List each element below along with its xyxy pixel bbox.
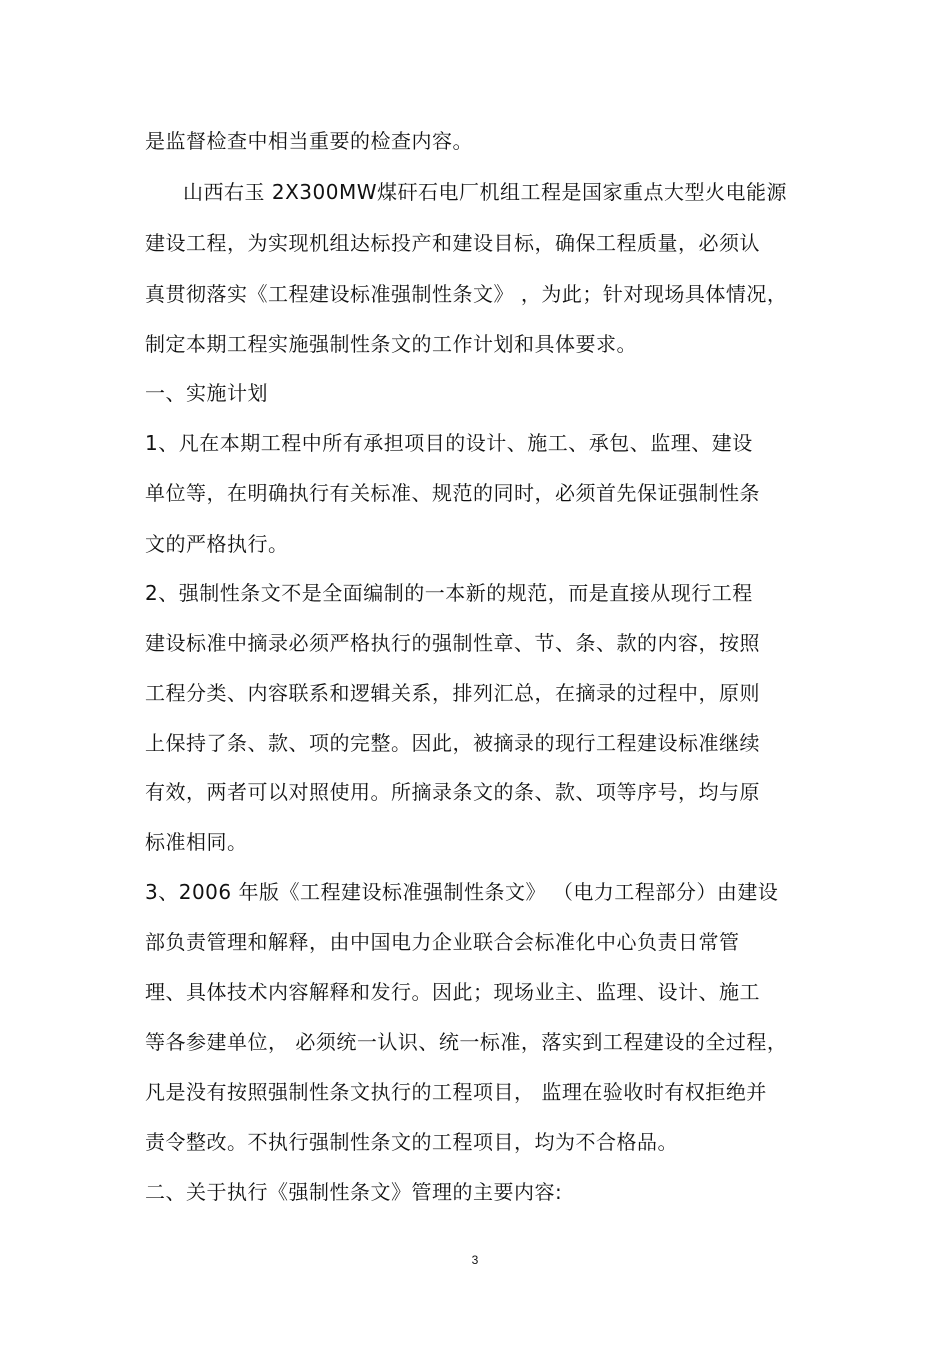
- text-line: 2、强制性条文不是全面编制的一本新的规范，而是直接从现行工程: [145, 581, 753, 605]
- text-line: 真贯彻落实《工程建设标准强制性条文》 ，为此；针对现场具体情况，: [145, 282, 788, 306]
- text-line: 工程分类、内容联系和逻辑关系，排列汇总，在摘录的过程中，原则: [145, 681, 760, 705]
- text-line: 有效，两者可以对照使用。所摘录条文的条、款、项等序号，均与原: [145, 780, 760, 804]
- text-line: 部负责管理和解释，由中国电力企业联合会标准化中心负责日常管: [145, 930, 740, 954]
- text-line: 等各参建单位， 必须统一认识、统一标准，落实到工程建设的全过程，: [145, 1030, 788, 1054]
- text-line: 制定本期工程实施强制性条文的工作计划和具体要求。: [145, 332, 637, 356]
- text-line: 是监督检查中相当重要的检查内容。: [145, 129, 473, 153]
- text-line: 山西右玉 2X300MW煤矸石电厂机组工程是国家重点大型火电能源: [183, 180, 787, 204]
- text-line: 理、具体技术内容解释和发行。因此；现场业主、监理、设计、施工: [145, 980, 760, 1004]
- text-line: 凡是没有按照强制性条文执行的工程项目， 监理在验收时有权拒绝并: [145, 1080, 767, 1104]
- text-line: 1、凡在本期工程中所有承担项目的设计、施工、承包、监理、建设: [145, 431, 753, 455]
- text-line: 建设标准中摘录必须严格执行的强制性章、节、条、款的内容，按照: [145, 631, 760, 655]
- page-number: 3: [471, 1253, 479, 1267]
- text-line: 建设工程，为实现机组达标投产和建设目标，确保工程质量，必须认: [145, 231, 760, 255]
- text-line: 单位等，在明确执行有关标准、规范的同时，必须首先保证强制性条: [145, 481, 760, 505]
- section-heading: 二、关于执行《强制性条文》管理的主要内容:: [145, 1180, 563, 1204]
- text-line: 文的严格执行。: [145, 532, 289, 556]
- section-heading: 一、实施计划: [145, 381, 268, 405]
- text-line: 3、2006 年版《工程建设标准强制性条文》 （电力工程部分）由建设: [145, 880, 779, 904]
- text-line: 标准相同。: [145, 830, 248, 854]
- text-line: 责令整改。不执行强制性条文的工程项目，均为不合格品。: [145, 1130, 678, 1154]
- text-line: 上保持了条、款、项的完整。因此，被摘录的现行工程建设标准继续: [145, 731, 760, 755]
